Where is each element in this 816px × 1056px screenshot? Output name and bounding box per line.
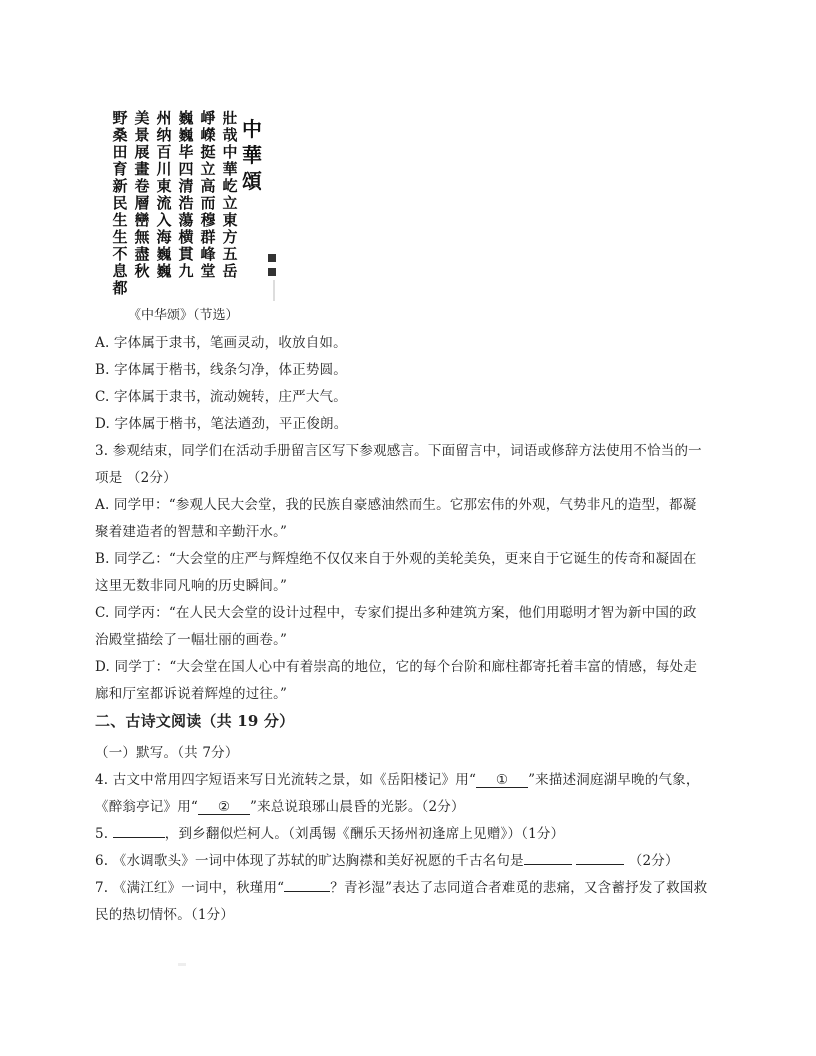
q3-stem-line1: 3. 参观结束，同学们在活动手册留言区写下参观感言。下面留言中，词语或修辞方法使用不恰当的一: [95, 443, 702, 459]
calligraphy-char: 堂: [200, 262, 216, 280]
calligraphy-char: 百: [156, 143, 172, 161]
calligraphy-char: 華: [242, 143, 262, 167]
calligraphy-char: 蕩: [178, 211, 194, 229]
calligraphy-char: 清: [178, 177, 194, 195]
calligraphy-char: 都: [112, 279, 128, 297]
calligraphy-char: 挺: [200, 143, 216, 161]
q3-option-b-line2: 这里无数非同凡响的历史瞬间。”: [95, 578, 288, 594]
calligraphy-char: 層: [134, 194, 150, 212]
q3-stem-line2: 项是 （2分）: [95, 470, 177, 486]
calligraphy-char: 浩: [178, 194, 194, 212]
calligraphy-char: 入: [156, 211, 172, 229]
calligraphy-char: 四: [178, 160, 194, 178]
calligraphy-char: 新: [112, 177, 128, 195]
calligraphy-char: 巒: [134, 211, 150, 229]
q4-text-b: ”来描述洞庭湖早晚的气象，: [528, 772, 700, 788]
q7-line1: [95, 876, 707, 896]
q4-text-c: 《醉翁亭记》用“: [95, 799, 199, 815]
q3-option-a-line2: 聚着建造者的智慧和辛勤汗水。”: [95, 524, 288, 540]
calligraphy-char: 美: [134, 109, 150, 127]
calligraphy-char: 州: [156, 109, 172, 127]
calligraphy-char: 毕: [178, 143, 194, 161]
calligraphy-char: 育: [112, 160, 128, 178]
calligraphy-char: 九: [178, 262, 194, 280]
q2-option-a: A. 字体属于隶书，笔画灵动，收放自如。: [95, 335, 347, 351]
q7-text-a: 7. 《满江红》一词中，秋瑾用“: [95, 880, 285, 896]
calligraphy-char: 息: [112, 262, 128, 280]
calligraphy-char: 頌: [242, 169, 262, 193]
calligraphy-char: 不: [112, 245, 128, 263]
calligraphy-char: 中: [222, 143, 238, 161]
calligraphy-char: 横: [178, 228, 194, 246]
calligraphy-char: 巍: [178, 126, 194, 144]
calligraphy-char: 中: [242, 117, 262, 141]
q6-blank-1[interactable]: [524, 864, 572, 865]
calligraphy-char: 五: [222, 245, 238, 263]
calligraphy-char: 貫: [178, 245, 194, 263]
q3-option-a-line1: A. 同学甲：“参观人民大会堂，我的民族自豪感油然而生。它那宏伟的外观，气势非凡的造型，都凝: [95, 497, 697, 513]
calligraphy-char: 方: [222, 228, 238, 246]
calligraphy-char: 巍: [178, 109, 194, 127]
q7-blank[interactable]: [284, 891, 330, 892]
q3-option-d-line1: D. 同学丁：“大会堂在国人心中有着崇高的地位，它的每个台阶和廊柱都寄托着丰富的情感，每处走: [95, 659, 698, 675]
calligraphy-char: 田: [112, 143, 128, 161]
calligraphy-char: 群: [200, 228, 216, 246]
calligraphy-char: 展: [134, 143, 150, 161]
section-title: 二、古诗文阅读（共 19 分）: [95, 712, 295, 730]
q4-blank-2[interactable]: ②: [198, 800, 250, 815]
calligraphy-char: 無: [134, 228, 150, 246]
q4-blank-1[interactable]: ①: [476, 773, 528, 788]
q5-blank[interactable]: [113, 837, 165, 838]
q3-option-b-line1: B. 同学乙：“大会堂的庄严与辉煌绝不仅仅来自于外观的美轮美奂，更来自于它诞生的传奇和凝固在: [95, 551, 697, 567]
calligraphy-char: 穆: [200, 211, 216, 229]
q2-option-c: C. 字体属于隶书，流动婉转，庄严大气。: [95, 389, 347, 405]
calligraphy-char: 哉: [222, 126, 238, 144]
calligraphy-char: 生: [112, 211, 128, 229]
calligraphy-char: 巍: [156, 245, 172, 263]
page-mark: [178, 963, 186, 966]
image-caption: 《中华颂》（节选）: [128, 308, 239, 323]
calligraphy-char: 巍: [156, 262, 172, 280]
calligraphy-char: 峰: [200, 245, 216, 263]
calligraphy-char: 纳: [156, 126, 172, 144]
q6-score: （2分）: [628, 853, 679, 869]
q4-line1: [95, 768, 700, 788]
calligraphy-char: 民: [112, 194, 128, 212]
calligraphy-char: 立: [222, 194, 238, 212]
q6-text: 6. 《水调歌头》一词中体现了苏轼的旷达胸襟和美好祝愿的千古名句是: [95, 853, 524, 869]
seal-mark: [268, 254, 276, 262]
calligraphy-char: 野: [112, 109, 128, 127]
q6-line: [95, 849, 679, 869]
q3-option-c-line2: 治殿堂描绘了一幅壮丽的画卷。”: [95, 632, 288, 648]
calligraphy-char: 立: [200, 160, 216, 178]
calligraphy-char: 東: [222, 211, 238, 229]
q4-text-d: ”来总说琅琊山晨昏的光影。（2分）: [250, 799, 465, 815]
calligraphy-char: 流: [156, 194, 172, 212]
calligraphy-char: 華: [222, 160, 238, 178]
q3-option-c-line1: C. 同学丙：“在人民大会堂的设计过程中，专家们提出多种建筑方案，他们用聪明才智为新中国的政: [95, 605, 697, 621]
subsection-title: （一）默写。（共 7分）: [95, 745, 239, 761]
calligraphy-char: 桑: [112, 126, 128, 144]
q3-option-d-line2: 廊和厅室都诉说着辉煌的过往。”: [95, 686, 288, 702]
calligraphy-char: 秋: [134, 262, 150, 280]
calligraphy-char: 屹: [222, 177, 238, 195]
q7-text-b: ？青衫湿”表达了志同道合者难觅的悲痛，又含蓄抒发了救国救: [330, 880, 708, 896]
calligraphy-char: 盡: [134, 245, 150, 263]
q2-option-d: D. 字体属于楷书，笔法遒劲，平正俊朗。: [95, 416, 348, 432]
calligraphy-char: 畫: [134, 160, 150, 178]
calligraphy-char: 海: [156, 228, 172, 246]
calligraphy-char: 高: [200, 177, 216, 195]
calligraphy-char: 嶸: [200, 126, 216, 144]
q4-line2: [95, 795, 465, 815]
calligraphy-image: [92, 96, 288, 304]
q5-text: ，到乡翻似烂柯人。（刘禹锡《酬乐天扬州初逢席上见赠》）（1分）: [164, 826, 565, 842]
q7-line2: 民的热切情怀。（1分）: [95, 907, 235, 923]
calligraphy-char: 東: [156, 177, 172, 195]
calligraphy-char: 川: [156, 160, 172, 178]
seal-mark: [268, 268, 276, 276]
calligraphy-artwork: [92, 96, 288, 304]
calligraphy-char: 而: [200, 194, 216, 212]
calligraphy-char: 岳: [222, 262, 238, 280]
q5-line: [95, 822, 564, 842]
q2-option-b: B. 字体属于楷书，线条匀净，体正势圆。: [95, 362, 348, 378]
calligraphy-char: 景: [134, 126, 150, 144]
calligraphy-char: 生: [112, 228, 128, 246]
q4-text-a: 4. 古文中常用四字短语来写日光流转之景，如《岳阳楼记》用“: [95, 772, 477, 788]
calligraphy-char: 卷: [134, 177, 150, 195]
q5-number: 5.: [95, 826, 113, 842]
calligraphy-char: 壯: [222, 109, 238, 127]
q6-blank-2[interactable]: [576, 864, 624, 865]
calligraphy-char: 崢: [200, 109, 216, 127]
